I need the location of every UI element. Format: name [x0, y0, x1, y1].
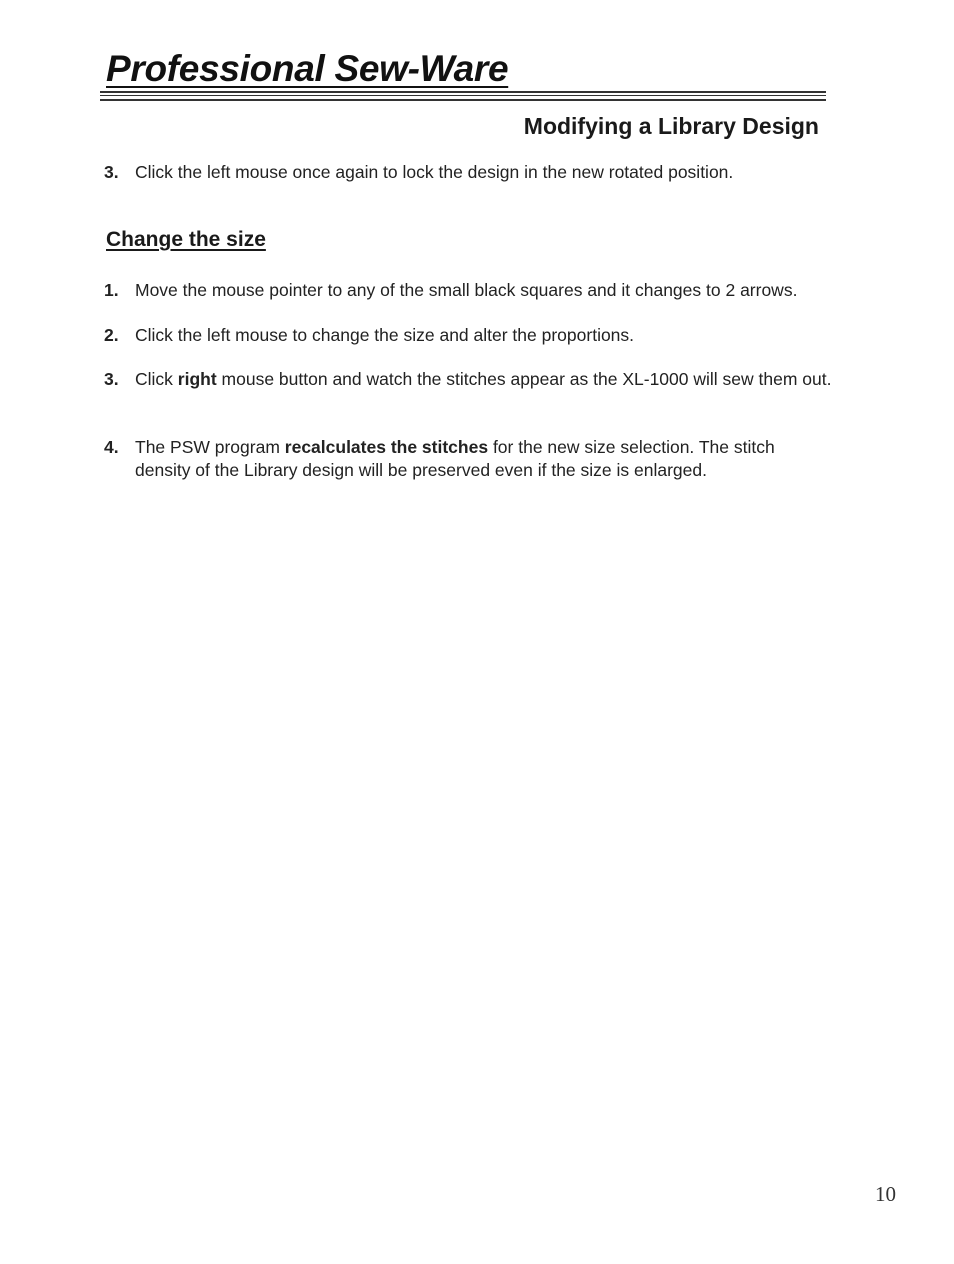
title-rule-top	[100, 91, 826, 93]
subheading-change-size: Change the size	[106, 228, 266, 251]
step-text: Click the left mouse once again to lock the design in the new rotated position.	[135, 162, 734, 182]
intro-step	[104, 161, 834, 184]
step-text	[135, 436, 834, 482]
page-number: 10	[875, 1182, 896, 1206]
step-text-after: for the new size selection. The stitch density of the Library design will be preserved even if the size is enlarged.	[135, 437, 775, 480]
list-item	[104, 324, 834, 347]
title-rule-middle	[100, 95, 826, 96]
step-number: 4.	[104, 437, 119, 457]
step-text-before: Click	[135, 369, 178, 389]
step-text-after: mouse button and watch the stitches appear as the XL-1000 will sew them out.	[216, 369, 832, 389]
step-text: Click the left mouse to change the size and alter the proportions.	[135, 325, 635, 345]
step-text: Move the mouse pointer to any of the small black squares and it changes to 2 arrows.	[135, 280, 798, 300]
list-item	[104, 436, 834, 482]
step-number: 2.	[104, 325, 119, 345]
list-item	[104, 368, 834, 391]
list-item	[104, 279, 834, 302]
step-text-bold: right	[177, 369, 217, 389]
title-rule-bottom	[100, 99, 826, 101]
step-number: 3.	[104, 162, 119, 182]
step-number: 3.	[104, 369, 119, 389]
step-text	[135, 368, 834, 391]
step-number: 1.	[104, 280, 119, 300]
step-text-bold: recalculates the stitches	[284, 437, 489, 457]
step-text-before: The PSW program	[135, 437, 285, 457]
document-title: Professional Sew-Ware	[106, 48, 509, 89]
section-title: Modifying a Library Design	[523, 113, 819, 139]
